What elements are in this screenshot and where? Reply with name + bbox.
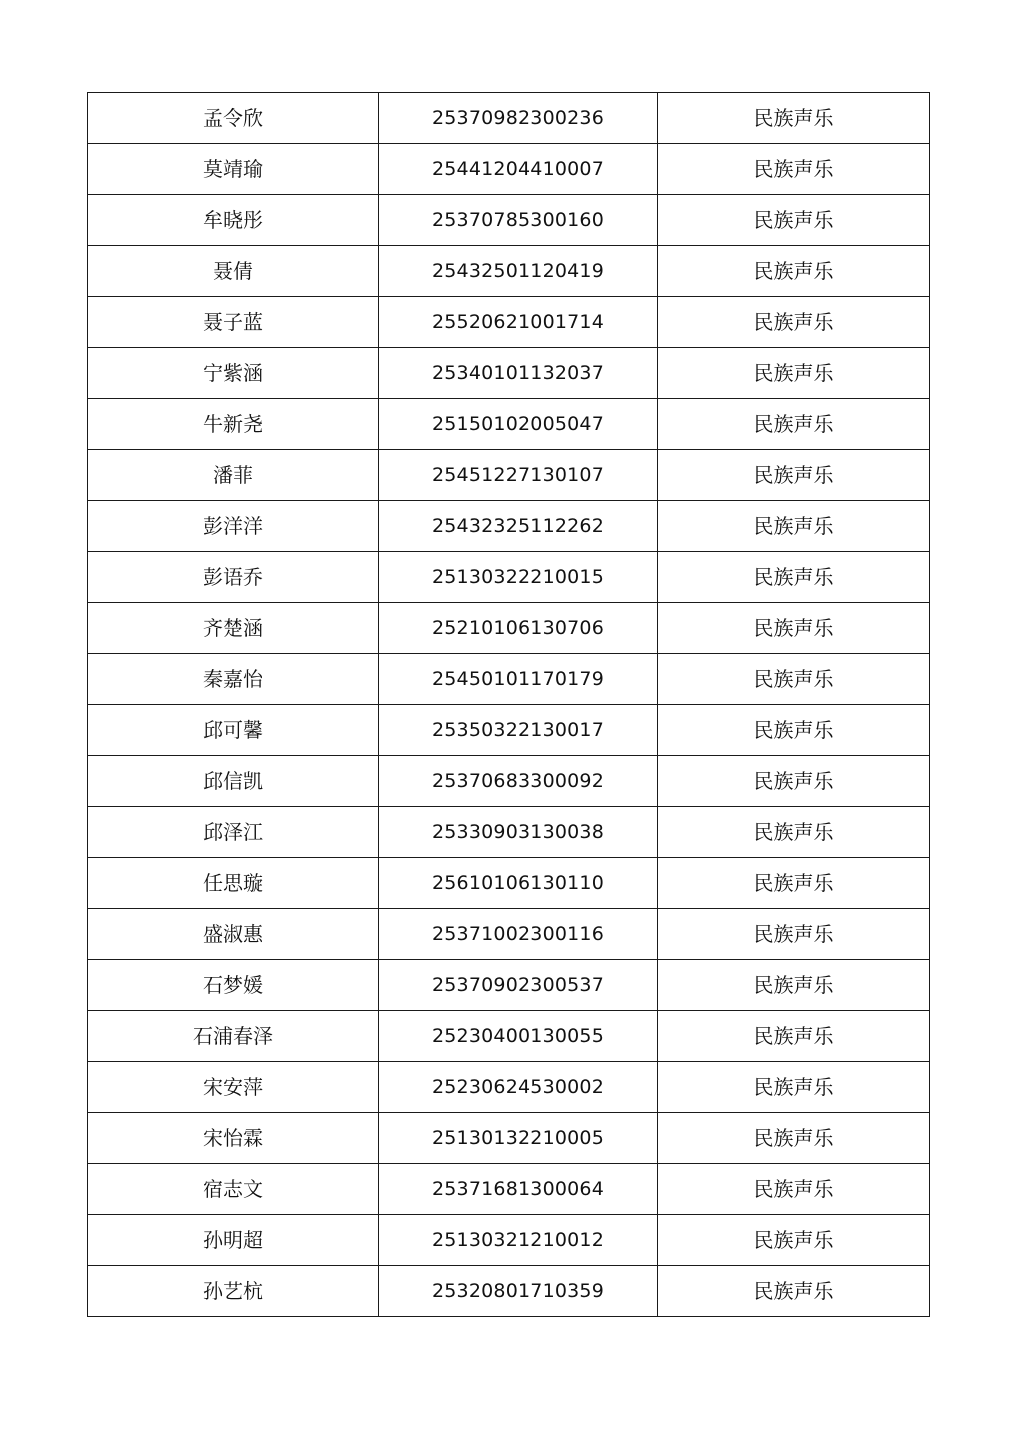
candidate-id-cell: 25451227130107 — [379, 450, 658, 501]
category-cell: 民族声乐 — [658, 603, 930, 654]
candidate-name-cell: 牛新尧 — [88, 399, 379, 450]
candidate-id-cell: 25130322210015 — [379, 552, 658, 603]
roster-table — [87, 92, 930, 1317]
candidate-id-cell: 25320801710359 — [379, 1266, 658, 1317]
category-cell: 民族声乐 — [658, 1266, 930, 1317]
candidate-name-cell: 孙艺杭 — [88, 1266, 379, 1317]
candidate-id-cell: 25230624530002 — [379, 1062, 658, 1113]
table-row — [88, 552, 930, 603]
candidate-name-cell: 宋安萍 — [88, 1062, 379, 1113]
category-cell: 民族声乐 — [658, 195, 930, 246]
table-row — [88, 654, 930, 705]
candidate-id-cell: 25230400130055 — [379, 1011, 658, 1062]
candidate-id-cell: 25150102005047 — [379, 399, 658, 450]
table-row — [88, 705, 930, 756]
table-row — [88, 195, 930, 246]
candidate-id-cell: 25370902300537 — [379, 960, 658, 1011]
table-row — [88, 297, 930, 348]
table-row — [88, 807, 930, 858]
category-cell: 民族声乐 — [658, 909, 930, 960]
table-row — [88, 1266, 930, 1317]
candidate-name-cell: 宿志文 — [88, 1164, 379, 1215]
candidate-id-cell: 25330903130038 — [379, 807, 658, 858]
candidate-name-cell: 宋怡霖 — [88, 1113, 379, 1164]
table-row — [88, 144, 930, 195]
table-row — [88, 1215, 930, 1266]
category-cell: 民族声乐 — [658, 450, 930, 501]
table-row — [88, 960, 930, 1011]
category-cell: 民族声乐 — [658, 756, 930, 807]
table-row — [88, 399, 930, 450]
candidate-name-cell: 聂子蓝 — [88, 297, 379, 348]
category-cell: 民族声乐 — [658, 399, 930, 450]
table-row — [88, 603, 930, 654]
candidate-id-cell: 25130132210005 — [379, 1113, 658, 1164]
candidate-id-cell: 25370982300236 — [379, 93, 658, 144]
candidate-name-cell: 邱泽江 — [88, 807, 379, 858]
candidate-name-cell: 聂倩 — [88, 246, 379, 297]
candidate-name-cell: 牟晓彤 — [88, 195, 379, 246]
candidate-name-cell: 任思璇 — [88, 858, 379, 909]
candidate-id-cell: 25130321210012 — [379, 1215, 658, 1266]
table-row — [88, 909, 930, 960]
category-cell: 民族声乐 — [658, 501, 930, 552]
candidate-name-cell: 孙明超 — [88, 1215, 379, 1266]
category-cell: 民族声乐 — [658, 297, 930, 348]
category-cell: 民族声乐 — [658, 93, 930, 144]
table-row — [88, 246, 930, 297]
category-cell: 民族声乐 — [658, 552, 930, 603]
candidate-id-cell: 25371002300116 — [379, 909, 658, 960]
category-cell: 民族声乐 — [658, 807, 930, 858]
category-cell: 民族声乐 — [658, 960, 930, 1011]
candidate-id-cell: 25350322130017 — [379, 705, 658, 756]
category-cell: 民族声乐 — [658, 1062, 930, 1113]
candidate-id-cell: 25210106130706 — [379, 603, 658, 654]
candidate-name-cell: 石浦春泽 — [88, 1011, 379, 1062]
candidate-id-cell: 25370683300092 — [379, 756, 658, 807]
candidate-id-cell: 25610106130110 — [379, 858, 658, 909]
table-row — [88, 93, 930, 144]
candidate-name-cell: 石梦媛 — [88, 960, 379, 1011]
candidate-name-cell: 宁紫涵 — [88, 348, 379, 399]
category-cell: 民族声乐 — [658, 144, 930, 195]
category-cell: 民族声乐 — [658, 246, 930, 297]
roster-table-body — [88, 93, 930, 1317]
category-cell: 民族声乐 — [658, 348, 930, 399]
table-row — [88, 1164, 930, 1215]
candidate-name-cell: 彭洋洋 — [88, 501, 379, 552]
candidate-name-cell: 盛淑惠 — [88, 909, 379, 960]
table-row — [88, 756, 930, 807]
category-cell: 民族声乐 — [658, 1011, 930, 1062]
category-cell: 民族声乐 — [658, 1164, 930, 1215]
candidate-name-cell: 邱可馨 — [88, 705, 379, 756]
table-row — [88, 1011, 930, 1062]
candidate-name-cell: 齐楚涵 — [88, 603, 379, 654]
category-cell: 民族声乐 — [658, 1215, 930, 1266]
candidate-id-cell: 25432325112262 — [379, 501, 658, 552]
candidate-name-cell: 彭语乔 — [88, 552, 379, 603]
candidate-name-cell: 孟令欣 — [88, 93, 379, 144]
candidate-id-cell: 25340101132037 — [379, 348, 658, 399]
category-cell: 民族声乐 — [658, 705, 930, 756]
table-row — [88, 1113, 930, 1164]
category-cell: 民族声乐 — [658, 1113, 930, 1164]
candidate-id-cell: 25441204410007 — [379, 144, 658, 195]
table-row — [88, 858, 930, 909]
candidate-name-cell: 邱信凯 — [88, 756, 379, 807]
candidate-id-cell: 25520621001714 — [379, 297, 658, 348]
candidate-name-cell: 莫靖瑜 — [88, 144, 379, 195]
candidate-name-cell: 秦嘉怡 — [88, 654, 379, 705]
candidate-id-cell: 25450101170179 — [379, 654, 658, 705]
candidate-id-cell: 25432501120419 — [379, 246, 658, 297]
table-row — [88, 348, 930, 399]
table-row — [88, 501, 930, 552]
category-cell: 民族声乐 — [658, 654, 930, 705]
table-row — [88, 1062, 930, 1113]
candidate-id-cell: 25371681300064 — [379, 1164, 658, 1215]
candidate-name-cell: 潘菲 — [88, 450, 379, 501]
candidate-id-cell: 25370785300160 — [379, 195, 658, 246]
table-row — [88, 450, 930, 501]
category-cell: 民族声乐 — [658, 858, 930, 909]
